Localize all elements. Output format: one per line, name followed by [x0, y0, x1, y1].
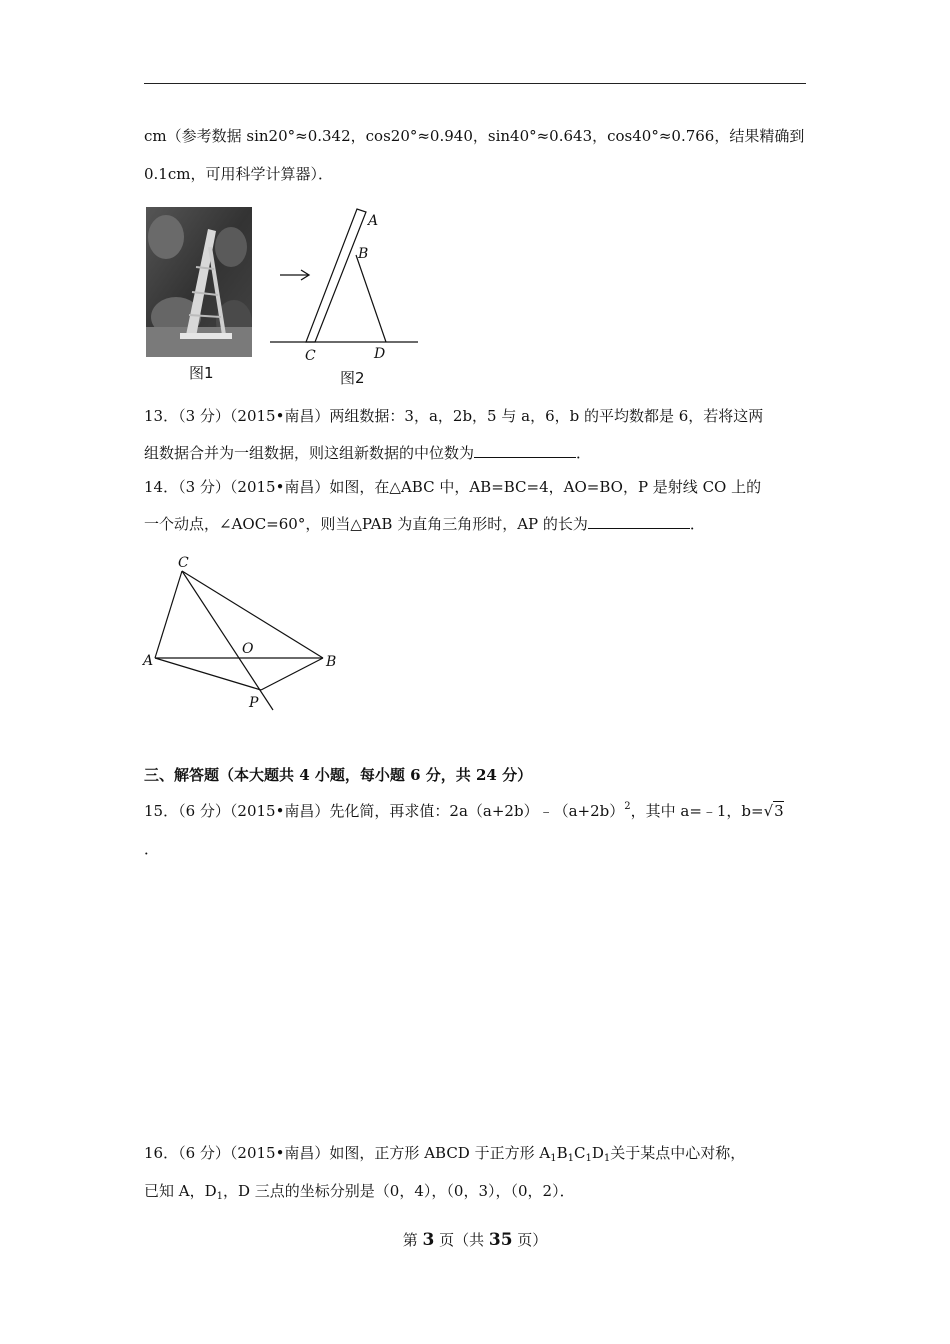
- q13-line-1: 13．（3 分）（2015•南昌）两组数据：3，a，2b，5 与 a，6，b 的平均数都是 6，若将这两: [144, 407, 764, 425]
- figure-2-diagram: [268, 205, 428, 365]
- subscript: 1: [603, 1153, 611, 1164]
- q13-answer-blank[interactable]: [474, 443, 576, 458]
- q14-text: 一个动点，∠AOC=60°，则当△PAB 为直角三角形时，AP 的长为: [144, 515, 588, 533]
- total-page-count: 35: [488, 1230, 513, 1250]
- current-page-number: 3: [422, 1230, 435, 1250]
- q14-triangle-diagram: [138, 550, 348, 715]
- header-rule: [144, 83, 806, 84]
- label-a: A: [143, 653, 154, 669]
- support-leg: [356, 255, 386, 342]
- label-c: C: [178, 555, 189, 571]
- q15-line-2: ．: [144, 840, 160, 858]
- q15-line-1: [144, 801, 784, 824]
- footer-text: 页（共: [434, 1231, 489, 1249]
- label-o: O: [242, 641, 254, 657]
- q15-text: 15．（6 分）（2015•南昌）先化简，再求值：2a（a+2b）﹣（a+2b）: [144, 802, 625, 820]
- subscript: 1: [567, 1153, 574, 1164]
- intro-line-1: cm（参考数据 sin20°≈0.342，cos20°≈0.940，sin40°≈0.643，cos40°≈0.766，结果精确到: [144, 127, 805, 145]
- section-3-heading: 三、解答题（本大题共 4 小题，每小题 6 分，共 24 分）: [144, 766, 533, 784]
- label-c: C: [305, 348, 316, 364]
- segment-ap: [155, 658, 261, 690]
- page-footer: [0, 1229, 950, 1250]
- q13-text: 组数据合并为一组数据，则这组新数据的中位数为: [144, 444, 475, 462]
- q15-text-2: ，其中 a=﹣1，b=: [630, 802, 764, 820]
- subscript: 1: [216, 1191, 224, 1202]
- q14-line-2: [144, 514, 705, 534]
- q15-radicand: 3: [774, 802, 784, 820]
- label-b: B: [358, 246, 369, 262]
- figure-1-photo: [146, 207, 252, 357]
- label-d: D: [374, 346, 386, 362]
- q13-end: ．: [576, 444, 592, 462]
- segment-ca: [155, 571, 182, 658]
- q13-line-2: [144, 443, 591, 463]
- q16-text: 16．（6 分）（2015•南昌）如图，正方形 ABCD 于正方形 A: [144, 1144, 551, 1162]
- label-a: A: [368, 213, 379, 229]
- vertex-d: D: [591, 1144, 604, 1162]
- subscript: 1: [585, 1153, 592, 1164]
- q16-text-4: ，D 三点的坐标分别是（0，4），（0，3），（0，2）．: [223, 1182, 575, 1200]
- q16-line-1: [144, 1143, 745, 1169]
- q14-line-1: 14．（3 分）（2015•南昌）如图，在△ABC 中，AB=BC=4，AO=BO，P 是射线 CO 上的: [144, 478, 762, 496]
- q14-end: ．: [689, 515, 705, 533]
- label-b: B: [326, 654, 337, 670]
- figure-2-caption: 图2: [340, 369, 365, 387]
- vertex-c: C: [573, 1144, 586, 1162]
- segment-bp: [261, 658, 323, 690]
- q16-text-2: 关于某点中心对称，: [610, 1144, 746, 1162]
- q16-text-3: 已知 A，D: [144, 1182, 217, 1200]
- figure-1-caption: 图1: [189, 364, 214, 382]
- ladder-board: [306, 209, 369, 342]
- sqrt-icon: √: [763, 802, 774, 820]
- label-p: P: [249, 695, 259, 711]
- footer-text: 第: [402, 1231, 423, 1249]
- subscript: 1: [550, 1153, 557, 1164]
- q15-exponent: 2: [624, 801, 631, 812]
- intro-line-2: 0.1cm，可用科学计算器）．: [144, 165, 333, 183]
- footer-text: 页）: [512, 1231, 548, 1249]
- q14-answer-blank[interactable]: [588, 514, 690, 529]
- vertex-b: B: [556, 1144, 568, 1162]
- q16-line-2: [144, 1181, 575, 1207]
